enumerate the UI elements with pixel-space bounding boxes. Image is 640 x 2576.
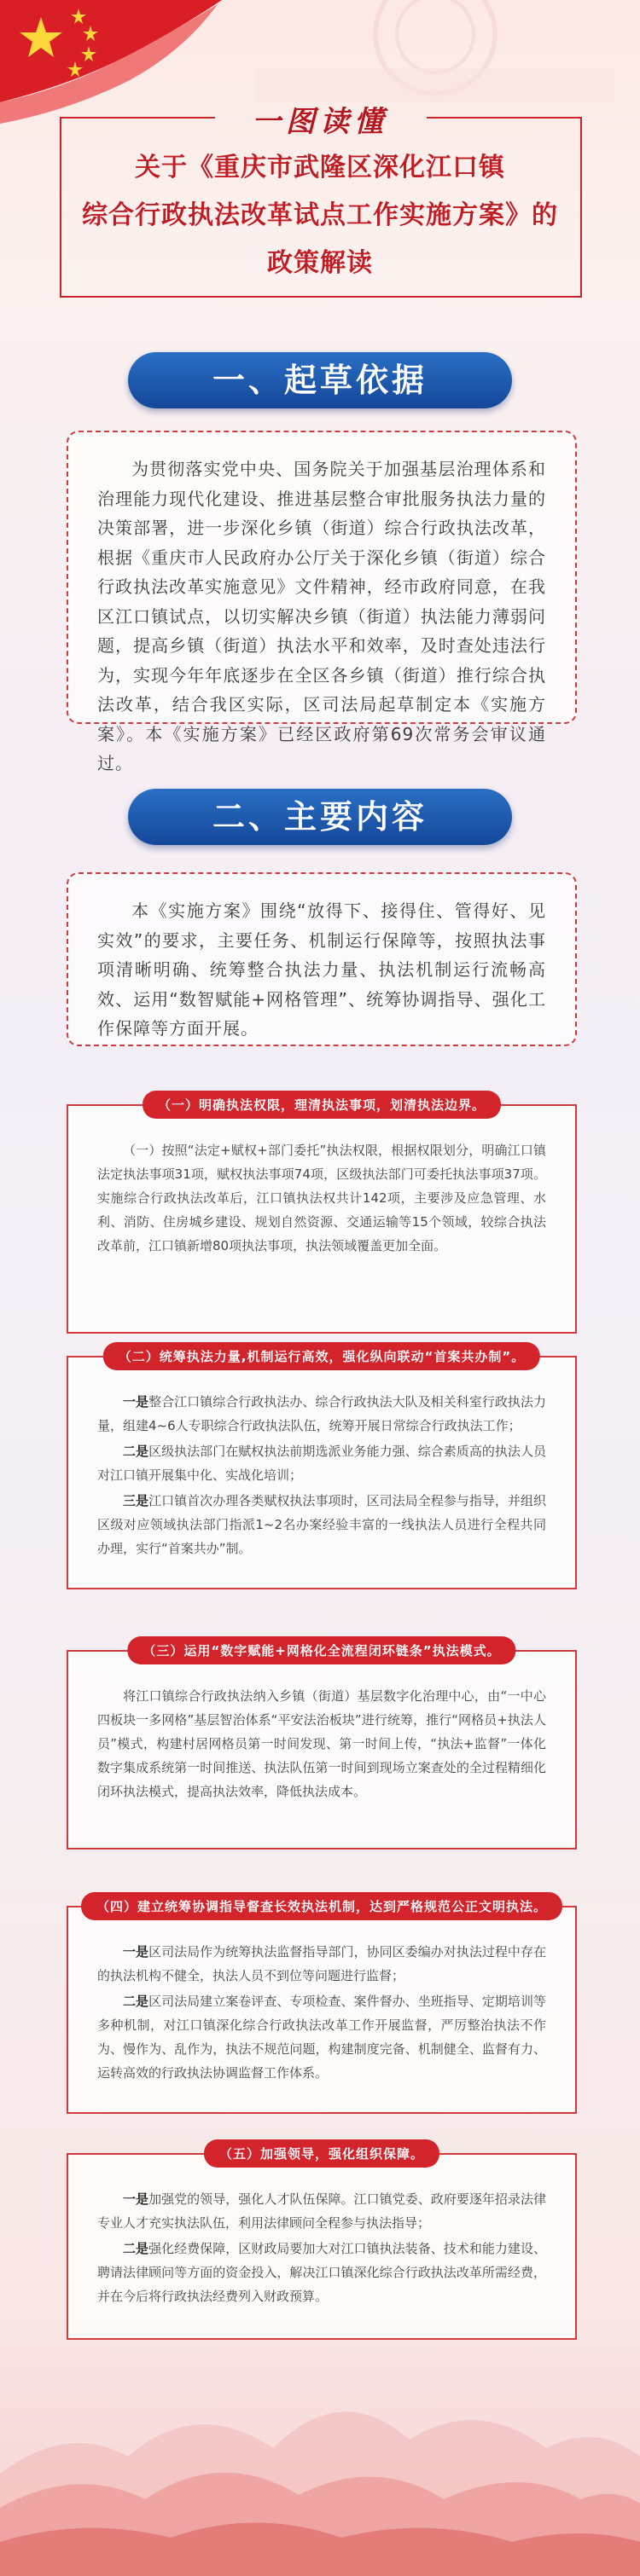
card-3-para-text: 将江口镇综合行政执法纳入乡镇（街道）基层数字化治理中心，由“一中心四板块一多网格”基层智治体系“平安法治板块”进行统筹，推行“网格员+执法人员”模式，构建村居网格员第一时间发现、第一时间上传，“执法+监督”一体化数字集成系统第一时间推送、执法队伍第一时间到现场立案查处的全过程精细化闭环执法模式，提高执法效率，降低执法成本。 [97,1688,546,1799]
card-4-para-2-text: 区司法局建立案卷评查、专项检查、案件督办、坐班指导、定期培训等多种机制，对江口镇深化综合行政执法改革工作开展监督，严厉整治执法不作为、慢作为、乱作为，执法不规范问题，构建制度完备、机制健全、监督有力、运转高效的行政执法协调监督工作体系。 [97,1994,546,2081]
card-4-para-1-lead: 一是 [123,1944,149,1959]
basis-text: 为贯彻落实党中央、国务院关于加强基层治理体系和治理能力现代化建设、推进基层整合审批服务执法力量的决策部署，进一步深化乡镇（街道）综合行政执法改革，根据《重庆市人民政府办公厅关于深化乡镇（街道）综合行政执法改革实施意见》文件精神，经市政府同意，在我区江口镇试点，以切实解决乡镇（街道）执法能力薄弱问题，提高乡镇（街道）执法水平和效率，及时查处违法行为，实现今年年底逐步在全区各乡镇（街道）推行综合执法改革，结合我区实际，区司法局起草制定本《实施方案》。本《实施方案》已经区政府第69次常务会审议通过。 [97,459,546,773]
card-5-label: （五）加强领导，强化组织保障。 [204,2139,439,2168]
card-1-body [68,1106,575,1280]
title-block [60,98,580,298]
card-4 [67,1899,577,2114]
card-2-para-3-text: 江口镇首次办理各类赋权执法事项时，区司法局全程参与指导，并组织区级对应领域执法部门指派1~2名办案经验丰富的一线执法人员进行全程共同办理，实行“首案共办”制。 [97,1493,546,1556]
card-5-para-2-text: 强化经费保障，区财政局要加大对江口镇执法装备、技术和能力建设、聘请法律顾问等方面的资金投入，解决江口镇深化综合行政执法改革所需经费，并在今后将行政执法经费列入财政预算。 [97,2241,546,2304]
card-2-para-1-text: 整合江口镇综合行政执法办、综合行政执法大队及相关科室行政执法力量，组建4~6人专职综合行政执法队伍，统筹开展日常综合行政执法工作； [97,1394,546,1433]
card-3 [67,1643,577,1850]
card-1 [67,1097,577,1334]
card-1-para [97,1138,546,1258]
card-2-body [68,1357,575,1583]
card-2-para-2-text: 区级执法部门在赋权执法前期选派业务能力强、综合素质高的执法人员对江口镇开展集中化、实战化培训； [97,1444,546,1483]
card-1-para-text: （一）按照“法定+赋权+部门委托”执法权限，根据权限划分，明确江口镇法定执法事项31项，赋权执法事项74项，区级执法部门可委托执法事项37项。实施综合行政执法改革后，江口镇执法权共计142项，主要涉及应急管理、水利、消防、住房城乡建设、规划自然资源、交通运输等15个领域，较综合执法改革前，江口镇新增80项执法事项，执法领域覆盖更加全面。 [97,1143,546,1253]
card-5-para-1-text: 加强党的领导，强化人才队伍保障。江口镇党委、政府要逐年招录法律专业人才充实执法队伍，利用法律顾问全程参与执法指导； [97,2191,546,2231]
card-3-para [97,1684,546,1803]
card-2-para-2-lead: 二是 [123,1444,149,1459]
card-5-para-1-lead: 一是 [123,2191,149,2207]
card-4-para-2-lead: 二是 [123,1994,149,2009]
content-box [67,872,577,1046]
card-2-para-1-lead: 一是 [123,1394,149,1410]
card-2 [67,1349,577,1589]
subtitle: 一图读懂 [252,105,388,139]
title-line-2: 综合行政执法改革试点工作实施方案》的 [82,200,558,230]
card-2-para-2 [97,1439,546,1487]
card-4-body [68,1907,575,2107]
basis-box [67,431,577,773]
card-5-para-1 [97,2187,546,2235]
section-heading-basis: 一、起草依据 [128,352,512,408]
title-line-1: 关于《重庆市武隆区深化江口镇 [135,153,505,182]
card-4-para-2 [97,1989,546,2085]
card-2-label: （二）统筹执法力量,机制运行高效，强化纵向联动“首案共办制”。 [103,1342,540,1370]
section-heading-content: 二、主要内容 [128,789,512,845]
card-2-para-1 [97,1390,546,1438]
card-5-para-2-lead: 二是 [123,2241,149,2256]
emblem-watermark [256,0,614,102]
card-2-para-3-lead: 三是 [123,1493,149,1508]
card-4-label: （四）建立统筹协调指导督查长效执法机制，达到严格规范公正文明执法。 [81,1892,562,1920]
content-text: 本《实施方案》围绕“放得下、接得住、管得好、见实效”的要求，主要任务、机制运行保障等，按照执法事项清晰明确、统筹整合执法力量、执法机制运行流畅高效、运用“数智赋能+网格管理”、统筹协调指导、强化工作保障等方面开展。 [97,900,546,1039]
card-4-para-1-text: 区司法局作为统筹执法监督指导部门，协同区委编办对执法过程中存在的执法机构不健全，执法人员不到位等问题进行监督； [97,1944,546,1983]
mountain-decoration [0,2252,640,2576]
card-3-body [68,1652,575,1826]
title-line-3: 政策解读 [267,248,373,278]
card-3-label: （三）运用“数字赋能+网格化全流程闭环链条”执法模式。 [127,1636,515,1664]
card-1-label: （一）明确执法权限，理清执法事项，划清执法边界。 [143,1091,501,1119]
card-4-para-1 [97,1940,546,1988]
card-2-para-3 [97,1489,546,1560]
